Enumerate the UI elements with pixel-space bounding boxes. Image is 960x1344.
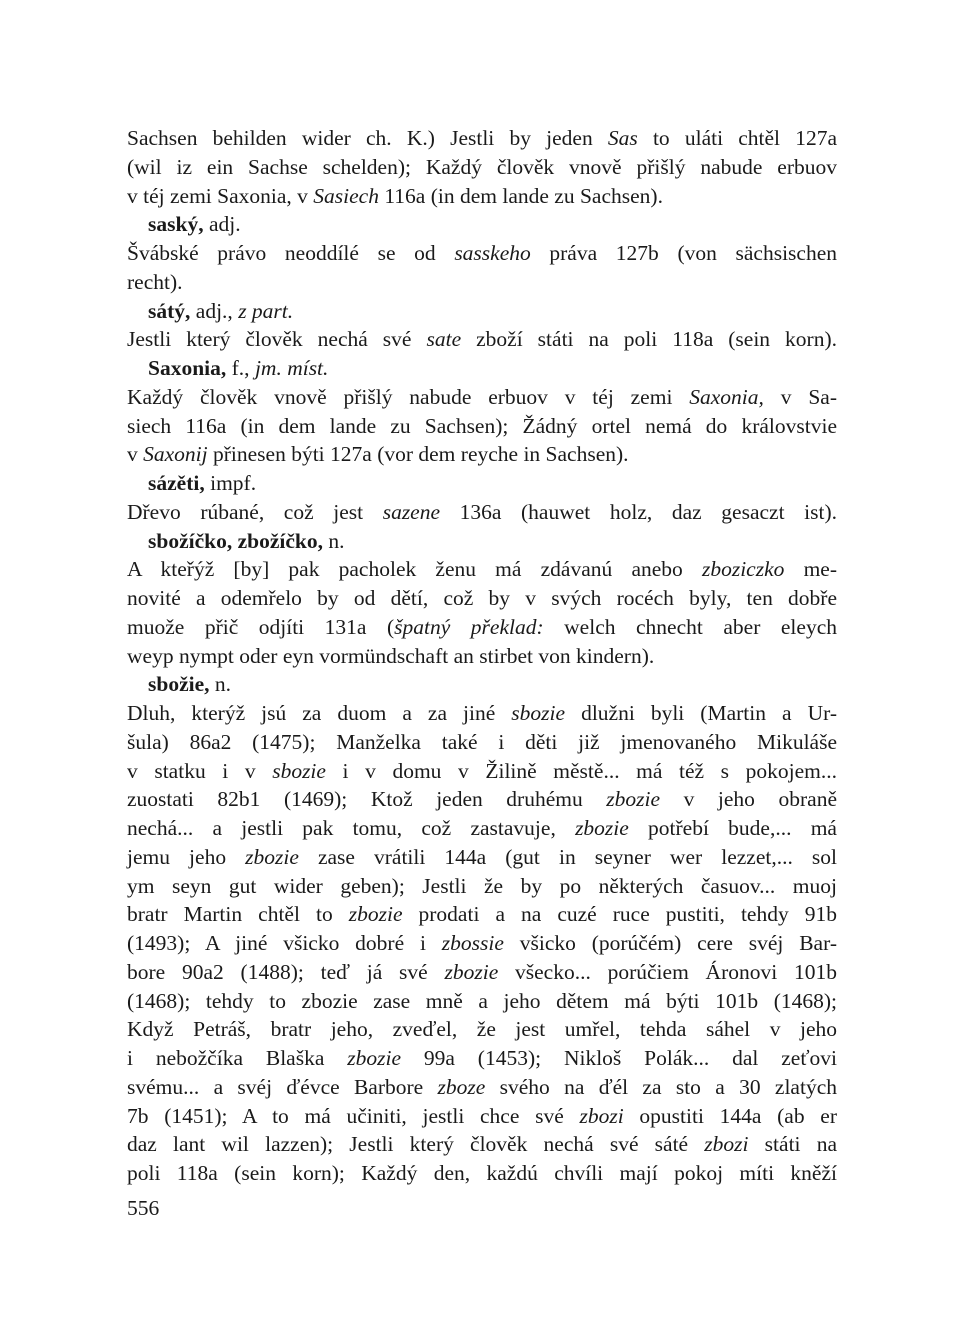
text-segment: bratr Martin chtěl to bbox=[127, 902, 349, 927]
text-line bbox=[127, 555, 837, 584]
italic-term: zbozie bbox=[347, 1046, 401, 1070]
italic-term: sate bbox=[426, 327, 462, 352]
text-segment: v statku i v bbox=[127, 758, 273, 783]
text-segment: i v domu v Žilině městě... má též s pokojem... bbox=[325, 758, 837, 783]
italic-term: Sasiech bbox=[313, 183, 379, 208]
headword: Saxonia, bbox=[148, 356, 227, 380]
text-segment: Dřevo rúbané, což jest bbox=[127, 499, 383, 524]
text-line bbox=[127, 1044, 837, 1073]
italic-term: zbozi bbox=[579, 1103, 624, 1128]
italic-term: zbozie bbox=[575, 816, 629, 840]
text-segment: muože přič odjíti 131a ( bbox=[127, 614, 395, 639]
text-segment: adj., bbox=[190, 298, 239, 323]
text-segment: poli 118a (sein korn); Každý den, každú chvíli mají pokoj míti kněží bbox=[127, 1161, 837, 1185]
italic-term: zboze bbox=[437, 1074, 486, 1099]
italic-term: zbozie bbox=[606, 787, 661, 812]
text-line bbox=[127, 785, 837, 814]
text-segment: v jeho obraně bbox=[660, 787, 837, 812]
text-line bbox=[127, 239, 837, 268]
text-segment: opustiti 144a (ab er bbox=[623, 1103, 837, 1128]
text-segment: státi na bbox=[748, 1132, 837, 1157]
text-line bbox=[127, 584, 837, 613]
text-segment: weyp nympt oder eyn vormündschaft an stirbet von kindern). bbox=[127, 643, 655, 668]
text-line bbox=[127, 124, 837, 153]
text-line bbox=[127, 757, 837, 786]
text-line bbox=[127, 1015, 837, 1044]
text-segment: novité a odemřelo by od dětí, což by v svých rocéch byly, ten dobře bbox=[127, 586, 837, 610]
text-segment: prodati a na cuzé ruce pustiti, tehdy 91b bbox=[402, 902, 837, 927]
entry-headword-line bbox=[127, 527, 837, 556]
text-line bbox=[127, 1073, 837, 1102]
entry-headword-line bbox=[127, 354, 837, 383]
text-segment: (1493); A jiné všicko dobré i bbox=[127, 931, 442, 955]
text-line bbox=[127, 440, 837, 469]
entry-headword-line bbox=[127, 297, 837, 326]
text-segment: recht). bbox=[127, 269, 183, 294]
entry-headword-line bbox=[127, 469, 837, 498]
headword: saský, bbox=[148, 212, 204, 237]
italic-term: zbozie bbox=[444, 959, 499, 984]
text-line bbox=[127, 958, 837, 987]
text-line bbox=[127, 325, 837, 354]
text-segment: šula) 86a2 (1475); Manželka také i děti již jmenovaného Mikuláše bbox=[127, 729, 837, 754]
text-segment: n. bbox=[209, 672, 232, 697]
italic-term: špatný překlad: bbox=[394, 614, 544, 639]
text-segment: bore 90a2 (1488); teď já své bbox=[127, 959, 445, 984]
text-line bbox=[127, 412, 837, 441]
headword: sbožíčko, zbožíčko, bbox=[148, 528, 323, 553]
text-segment: v bbox=[127, 442, 144, 467]
text-line bbox=[127, 728, 837, 757]
text-line bbox=[127, 268, 837, 297]
italic-term: zboziczko bbox=[701, 557, 785, 582]
text-segment: Když Petráš, bratr jeho, zveďel, že jest umřel, tehda sáhel v jeho bbox=[127, 1017, 837, 1042]
italic-term: zbozie bbox=[348, 902, 403, 927]
text-segment: (wil iz ein Sachse schelden); Každý člověk vnově přišlý nabude erbuov bbox=[127, 154, 837, 179]
text-segment: v téj zemi Saxonia, v bbox=[127, 183, 314, 208]
text-line bbox=[127, 872, 837, 901]
text-segment: me- bbox=[784, 557, 837, 582]
italic-term: jm. míst. bbox=[254, 356, 329, 380]
text-line bbox=[127, 1102, 837, 1131]
italic-term: sazene bbox=[382, 499, 441, 524]
text-line bbox=[127, 642, 837, 671]
text-segment: jemu jeho bbox=[127, 844, 246, 869]
text-segment: A kteřýž [by] pak pacholek ženu má zdávanú anebo bbox=[127, 557, 702, 582]
italic-term: Saxonij bbox=[143, 442, 208, 467]
text-segment: všecko... porúčiem Áronovi 101b bbox=[498, 959, 837, 984]
text-segment: 116a (in dem lande zu Sachsen). bbox=[378, 183, 663, 208]
text-segment: Švábské právo neoddílé se od bbox=[127, 241, 455, 265]
headword: sázěti, bbox=[148, 471, 205, 495]
italic-term: zbossie bbox=[441, 931, 504, 955]
headword: sátý, bbox=[148, 298, 191, 323]
text-segment: svého na ďél za sto a 30 zlatých bbox=[485, 1074, 837, 1099]
italic-term: Sas bbox=[607, 126, 638, 150]
text-line bbox=[127, 929, 837, 958]
text-line bbox=[127, 699, 837, 728]
text-segment: přinesen býti 127a (vor dem reyche in Sachsen). bbox=[207, 442, 629, 467]
headword: sbožie, bbox=[148, 672, 210, 697]
text-segment: Každý člověk vnově přišlý nabude erbuov v téj zemi bbox=[127, 384, 690, 409]
text-segment: siech 116a (in dem lande zu Sachsen); Žádný ortel nemá do královstvie bbox=[127, 413, 837, 438]
text-segment: Dluh, kterýž jsú za duom a za jiné bbox=[127, 701, 512, 725]
italic-term: sbozie bbox=[511, 701, 566, 725]
text-segment: 99a (1453); Nikloš Polák... dal zeťovi bbox=[401, 1046, 837, 1070]
text-line bbox=[127, 843, 837, 872]
text-segment: v Sa- bbox=[763, 384, 837, 409]
text-line bbox=[127, 987, 837, 1016]
text-line bbox=[127, 182, 837, 211]
text-segment: adj. bbox=[203, 212, 241, 237]
text-line bbox=[127, 498, 837, 527]
text-line bbox=[127, 153, 837, 182]
text-segment: n. bbox=[322, 528, 345, 553]
text-line bbox=[127, 383, 837, 412]
page-number: 556 bbox=[127, 1196, 160, 1220]
text-segment: všicko (porúčém) cere svéj Bar- bbox=[503, 931, 837, 955]
text-line bbox=[127, 613, 837, 642]
text-segment: f., bbox=[226, 356, 255, 380]
text-segment: ym seyn gut wider geben); Jestli že by po některých časuov... muoj bbox=[127, 873, 837, 898]
entry-headword-line bbox=[127, 670, 837, 699]
italic-term: zbozie bbox=[245, 844, 299, 869]
text-segment: Sachsen behilden wider ch. K.) Jestli by jeden bbox=[127, 126, 608, 150]
text-segment: (1468); tehdy to zbozie zase mně a jeho dětem má býti 101b (1468); bbox=[127, 988, 837, 1013]
text-segment: daz lant wil lazzen); Jestli který člověk nechá své sáté bbox=[127, 1132, 705, 1157]
entry-headword-line bbox=[127, 210, 837, 239]
text-segment: Jestli který člověk nechá své bbox=[127, 327, 427, 352]
italic-term: sbozie bbox=[272, 758, 326, 783]
text-line bbox=[127, 1130, 837, 1159]
text-segment: impf. bbox=[204, 471, 257, 495]
text-segment: i nebožčíka Blaška bbox=[127, 1046, 348, 1070]
text-segment: zuostati 82b1 (1469); Ktož jeden druhému bbox=[127, 787, 607, 812]
text-line bbox=[127, 814, 837, 843]
text-segment: zase vrátili 144a (gut in seyner wer lezzet,... sol bbox=[298, 844, 837, 869]
text-segment: 136a (hauwet holz, daz gesaczt ist). bbox=[440, 499, 838, 524]
text-segment: práva 127b (von sächsischen bbox=[530, 241, 837, 265]
text-segment: nechá... a jestli pak tomu, což zastavuje, bbox=[127, 816, 576, 840]
italic-term: Saxonia, bbox=[689, 384, 764, 409]
italic-term: zbozi bbox=[704, 1132, 749, 1157]
text-column bbox=[127, 124, 837, 1188]
text-line bbox=[127, 1159, 837, 1188]
text-segment: dlužni byli (Martin a Ur- bbox=[565, 701, 837, 725]
text-segment: zboží státi na poli 118a (sein korn). bbox=[461, 327, 837, 352]
text-segment: potřebí bude,... má bbox=[628, 816, 837, 840]
italic-term: sasskeho bbox=[454, 241, 531, 265]
text-segment: svému... a svéj ďévce Barbore bbox=[127, 1074, 438, 1099]
text-segment: welch chnecht aber eleych bbox=[543, 614, 837, 639]
text-line bbox=[127, 900, 837, 929]
text-segment: 7b (1451); A to má učiniti, jestli chce své bbox=[127, 1103, 580, 1128]
text-segment: to uláti chtěl 127a bbox=[637, 126, 838, 150]
italic-term: z part. bbox=[238, 298, 294, 323]
